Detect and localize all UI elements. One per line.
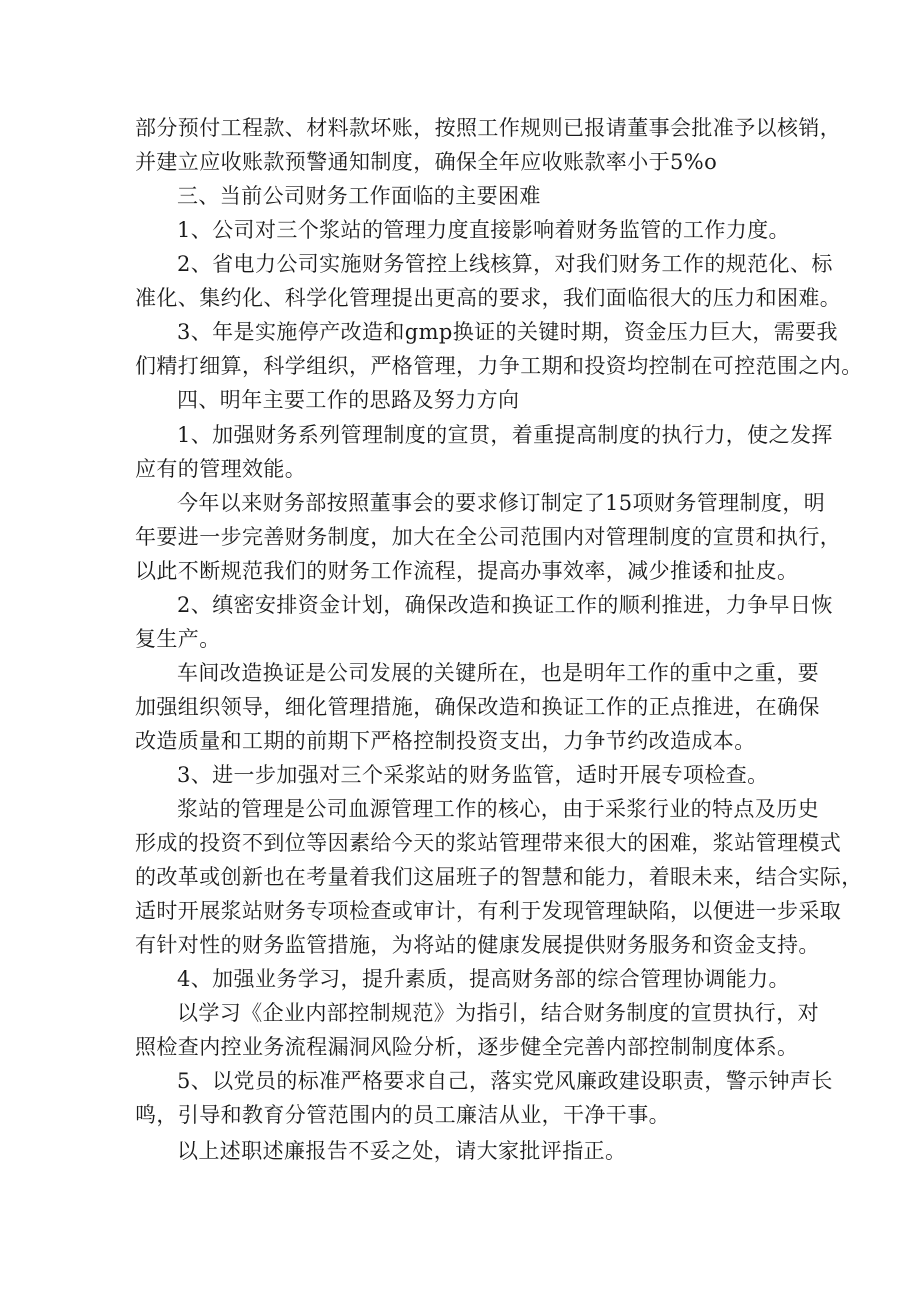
text-line: 车间改造换证是公司发展的关键所在，也是明年工作的重中之重，要 <box>177 661 819 685</box>
text-line: 加强组织领导，细化管理措施，确保改造和换证工作的正点推进，在确保 <box>135 695 820 719</box>
text-line: 4、加强业务学习，提升素质，提高财务部的综合管理协调能力。 <box>177 967 790 991</box>
text-line: 复生产。 <box>135 627 221 651</box>
text-line: 改造质量和工期的前期下严格控制投资支出，力争节约改造成本。 <box>135 729 756 753</box>
text-line: 2、省电力公司实施财务管控上线核算，对我们财务工作的规范化、标 <box>177 252 833 276</box>
text-line: 准化、集约化、科学化管理提出更高的要求，我们面临很大的压力和困难。 <box>135 286 842 310</box>
text-line: 应有的管理效能。 <box>135 457 307 481</box>
text-line: 部分预付工程款、材料款坏账，按照工作规则已报请董事会批准予以核销， <box>135 116 842 140</box>
section-heading: 四、明年主要工作的思路及努力方向 <box>177 388 520 412</box>
text-line: 以上述职述廉报告不妥之处，请大家批评指正。 <box>177 1139 627 1163</box>
text-line: 的改革或创新也在考量着我们这届班子的智慧和能力，着眼未来，结合实际， <box>135 865 863 889</box>
section-heading: 三、当前公司财务工作面临的主要困难 <box>177 184 541 208</box>
text-line: 并建立应收账款预警通知制度，确保全年应收账款率小于5%o <box>135 150 718 174</box>
text-line: 1、公司对三个浆站的管理力度直接影响着财务监管的工作力度。 <box>177 218 790 242</box>
text-line: 以学习《企业内部控制规范》为指引，结合财务制度的宣贯执行，对 <box>177 1001 819 1025</box>
text-line: 1、加强财务系列管理制度的宣贯，着重提高制度的执行力，使之发挥 <box>177 423 833 447</box>
text-line: 有针对性的财务监管措施，为将站的健康发展提供财务服务和资金支持。 <box>135 933 820 957</box>
text-line: 3、进一步加强对三个采浆站的财务监管，适时开展专项检查。 <box>177 763 769 787</box>
text-line: 以此不断规范我们的财务工作流程，提高办事效率，减少推诿和扯皮。 <box>135 559 799 583</box>
text-line: 浆站的管理是公司血源管理工作的核心，由于采浆行业的特点及历史 <box>177 797 819 821</box>
text-line: 们精打细算，科学组织，严格管理，力争工期和投资均控制在可控范围之内。 <box>135 354 863 378</box>
text-line: 年要进一步完善财务制度，加大在全公司范围内对管理制度的宣贯和执行， <box>135 525 842 549</box>
text-line: 鸣，引导和教育分管范围内的员工廉洁从业，干净干事。 <box>135 1103 670 1127</box>
text-line: 形成的投资不到位等因素给今天的浆站管理带来很大的困难，浆站管理模式 <box>135 831 842 855</box>
text-line: 2、缜密安排资金计划，确保改造和换证工作的顺利推进，力争早日恢 <box>177 593 833 617</box>
text-line: 今年以来财务部按照董事会的要求修订制定了15项财务管理制度，明 <box>177 491 826 515</box>
text-line: 5、以党员的标准严格要求自己，落实党风廉政建设职责，警示钟声长 <box>177 1069 833 1093</box>
text-line: 适时开展浆站财务专项检查或审计，有利于发现管理缺陷，以便进一步采取 <box>135 899 842 923</box>
text-line: 照检查内控业务流程漏洞风险分析，逐步健全完善内部控制制度体系。 <box>135 1035 799 1059</box>
text-line: 3、年是实施停产改造和gmp换证的关键时期，资金压力巨大，需要我 <box>177 320 838 344</box>
